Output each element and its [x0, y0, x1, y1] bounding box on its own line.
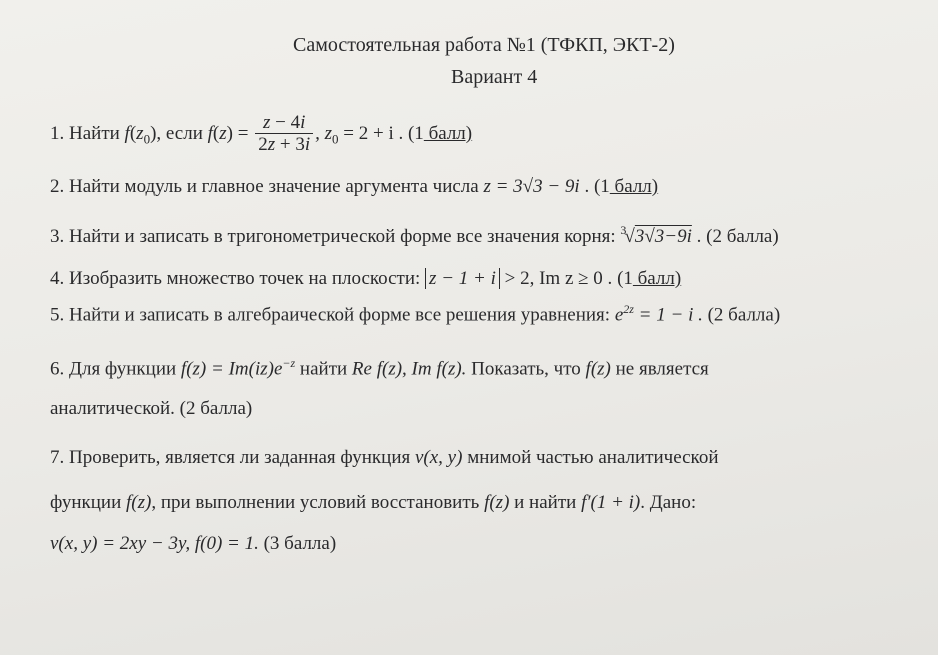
task-3: 3. Найти и записать в тригонометрической форме все значения корня: $^3$√3√3−9i . (2 балла) [50, 223, 779, 247]
task-5: 5. Найти и записать в алгебраической форме все решения уравнения: $e^{2z} = 1 - i$ . (2 балла) [50, 302, 781, 326]
task-7-line-2: функции f(z), при выполнении условий восстановить f(z) и найти f′(1 + i). Дано: [50, 492, 697, 513]
worksheet-title: Самостоятельная работа №1 (ТФКП, ЭКТ-2) [293, 34, 675, 56]
task-1-fraction: $\frac{z - 4i}{2z + 3i}$ [255, 113, 313, 156]
task-6-line-1: 6. Для функции $f(z) = Im(iz)e^{-z}$ найти Re f(z), Im f(z). Показать, что f(z) не является [50, 356, 709, 380]
variant-label: Вариант 4 [451, 66, 538, 88]
task-1: 1. Найти $f(z_0)$, если f(z) = $\frac{z - 4i}{2z + 3i}$ , $z_0 = 2 + i$ . (1 балл) [50, 112, 473, 155]
task-7-given: v(x, y) = 2xy − 3y, f(0) = 1. (3 балла) [50, 533, 337, 554]
task-2: 2. Найти модуль и главное значение аргумента числа z = 3√3 − 9i . (1 балл) [50, 176, 659, 197]
task-7-line-1: 7. Проверить, является ли заданная функция v(x, y) мнимой частью аналитической [50, 447, 719, 468]
task-6-line-2: аналитической. (2 балла) [50, 398, 253, 419]
task-4: 4. Изобразить множество точек на плоскости: z − 1 + i > 2, Im z ≥ 0 . (1 балл) [50, 268, 682, 289]
